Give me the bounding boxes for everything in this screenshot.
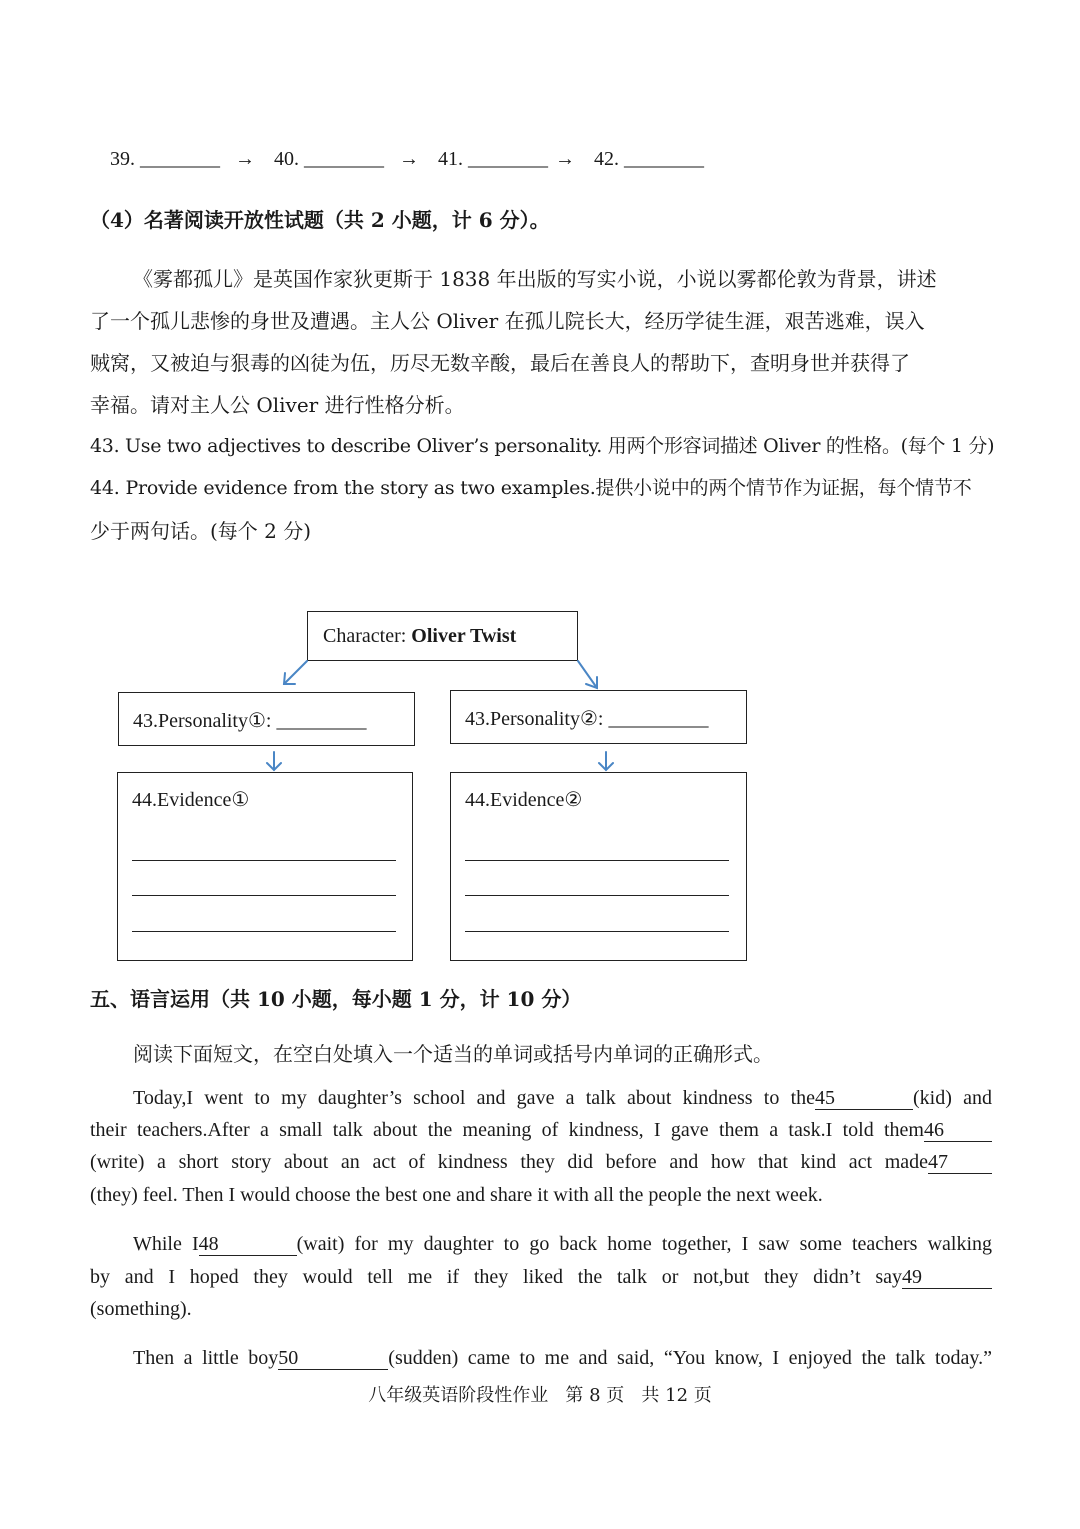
personality-2-box[interactable] — [450, 690, 747, 744]
blank-47[interactable]: 47 — [928, 1151, 992, 1174]
evidence-1-line-3[interactable] — [132, 931, 396, 932]
character-box — [307, 611, 578, 661]
evidence-2-line-3[interactable] — [465, 931, 729, 932]
arrow-icon: → — [235, 148, 255, 170]
intro-line-1: 《雾都孤儿》是英国作家狄更斯于 1838 年出版的写实小说，小说以雾都伦敦为背景，讲述 — [133, 267, 937, 291]
blank-46[interactable]: 46 — [924, 1119, 992, 1142]
text: (kid) and — [913, 1087, 992, 1109]
blank-39[interactable]: 39. ________ — [110, 148, 220, 170]
page-footer: 八年级英语阶段性作业 第 8 页 共 12 页 — [368, 1385, 712, 1406]
arrow-icon: → — [555, 148, 575, 170]
blank-40[interactable]: 40. ________ — [274, 148, 384, 170]
blank-41[interactable]: 41. ________ — [438, 148, 548, 170]
arrow-icon: → — [399, 148, 419, 170]
blank-45[interactable]: 45 — [815, 1087, 913, 1110]
passage-p1-line-4: (they) feel. Then I would choose the best one and share it with all the people the next week. — [90, 1184, 823, 1206]
text: (wait) for my daughter to go back home together, I saw some teachers walking — [296, 1233, 992, 1255]
evidence-2-box[interactable] — [450, 772, 747, 961]
answer-order-row — [110, 148, 704, 171]
text: their teachers.After a small talk about the meaning of kindness, I gave them a task.I told them — [90, 1119, 924, 1141]
evidence-2-label: 44.Evidence② — [465, 789, 583, 811]
text: (write) a short story about an act of kindness they did before and how that kind act made — [90, 1151, 928, 1173]
text: Today,I went to my daughter’s school and gave a talk about kindness to the — [133, 1087, 816, 1109]
passage-p3-line-1 — [133, 1347, 992, 1370]
arrow-down-left-icon — [284, 661, 307, 684]
text: While I — [133, 1233, 199, 1255]
text: by and I hoped they would tell me if they liked the talk or not,but they didn’t say — [90, 1266, 902, 1288]
passage-p2-line-2 — [90, 1266, 992, 1289]
evidence-1-line-1[interactable] — [132, 860, 396, 861]
intro-line-2: 了一个孤儿悲惨的身世及遭遇。主人公 Oliver 在孤儿院长大，经历学徒生涯，艰苦逃难，误入 — [90, 309, 925, 333]
question-44-line-2: 少于两句话。(每个 2 分) — [90, 519, 312, 543]
personality-2-label: 43.Personality②: __________ — [465, 708, 709, 730]
passage-p1-line-3 — [90, 1151, 992, 1174]
evidence-2-line-2[interactable] — [465, 895, 729, 896]
question-44-line-1: 44. Provide evidence from the story as two examples.提供小说中的两个情节作为证据，每个情节不 — [90, 477, 972, 499]
blank-49[interactable]: 49 — [902, 1266, 992, 1289]
evidence-2-line-1[interactable] — [465, 860, 729, 861]
question-43: 43. Use two adjectives to describe Oliver’s personality. 用两个形容词描述 Oliver 的性格。(每个 1 分) — [90, 435, 995, 457]
evidence-1-box[interactable] — [117, 772, 413, 961]
personality-1-box[interactable] — [118, 692, 415, 746]
arrow-down-icon — [599, 752, 613, 770]
blank-48[interactable]: 48 — [199, 1233, 297, 1256]
passage-p2-line-1 — [133, 1233, 992, 1256]
intro-line-4: 幸福。请对主人公 Oliver 进行性格分析。 — [90, 393, 465, 417]
character-name: Oliver Twist — [411, 625, 517, 647]
text: Then a little boy — [133, 1347, 279, 1369]
passage-p1-line-1 — [133, 1087, 992, 1110]
section5-instruction: 阅读下面短文，在空白处填入一个适当的单词或括号内单词的正确形式。 — [133, 1042, 773, 1066]
text: (sudden) came to me and said, “You know, I enjoyed the talk today.” — [388, 1347, 992, 1369]
evidence-1-label: 44.Evidence① — [132, 789, 250, 811]
arrow-down-icon — [267, 752, 281, 770]
blank-42[interactable]: 42. ________ — [594, 148, 704, 170]
evidence-1-line-2[interactable] — [132, 895, 396, 896]
section5-heading: 五、语言运用（共 10 小题，每小题 1 分，计 10 分） — [90, 987, 582, 1011]
passage-p1-line-2 — [90, 1119, 992, 1142]
personality-1-label: 43.Personality①: _________ — [133, 710, 367, 732]
arrow-down-right-icon — [578, 661, 597, 688]
character-prefix: Character: — [323, 625, 412, 647]
intro-line-3: 贼窝，又被迫与狠毒的凶徒为伍，历尽无数辛酸，最后在善良人的帮助下，查明身世并获得了 — [90, 351, 910, 375]
section4-heading: （4）名著阅读开放性试题（共 2 小题，计 6 分）。 — [90, 208, 550, 232]
passage-p2-line-3: (something). — [90, 1298, 192, 1320]
character-label — [323, 625, 516, 648]
blank-50[interactable]: 50 — [278, 1347, 388, 1370]
